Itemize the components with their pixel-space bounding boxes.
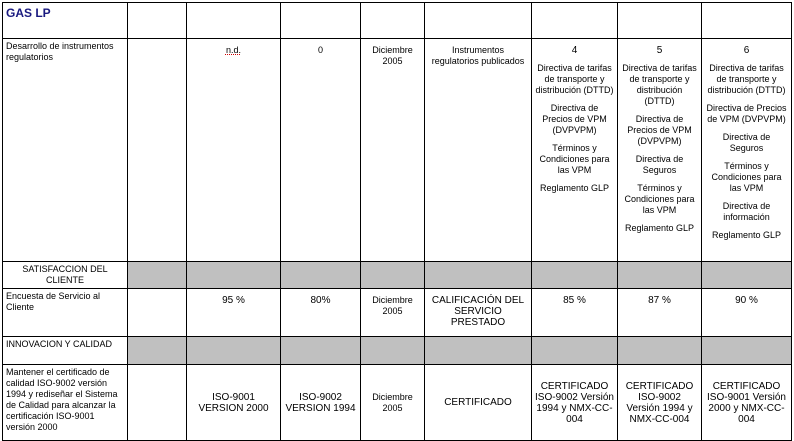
goal-cell-5 [618, 39, 702, 262]
goal-value: 85 % [532, 289, 618, 337]
header-row [3, 3, 792, 39]
header-empty-cell [281, 3, 361, 39]
section-fill [361, 337, 425, 365]
section-fill [128, 262, 187, 289]
section-fill [532, 262, 618, 289]
header-empty-cell [618, 3, 702, 39]
current-value: 0 [281, 39, 361, 262]
target-date: Diciembre 2005 [361, 365, 425, 441]
baseline-value [187, 39, 281, 262]
section-title: GAS LP [3, 3, 128, 39]
indicator-description: Instrumentos regulatorios publicados [425, 39, 532, 262]
goal-item: Directiva de tarifas de transporte y distribución (DTTD) [622, 63, 697, 106]
goal-item: Términos y Condiciones para las VPM [539, 143, 610, 175]
indicators-table [2, 2, 792, 441]
section-fill [281, 337, 361, 365]
table-row [3, 289, 792, 337]
goal-value: CERTIFICADO ISO-9002 Versión 1994 y NMX-CC-004 [532, 365, 618, 441]
goal-item: Reglamento GLP [624, 223, 695, 233]
section-label: SATISFACCION DEL CLIENTE [3, 262, 128, 289]
section-fill [702, 262, 792, 289]
header-empty-cell [702, 3, 792, 39]
section-fill [128, 337, 187, 365]
row-label: Desarrollo de instrumentos regulatorios [3, 39, 128, 262]
goal-item: Términos y Condiciones para las VPM [624, 183, 695, 215]
goal-value: 87 % [618, 289, 702, 337]
table-row [3, 365, 792, 441]
goal-number: 4 [571, 45, 578, 56]
header-empty-cell [187, 3, 281, 39]
header-empty-cell [128, 3, 187, 39]
section-fill [618, 262, 702, 289]
empty-cell [128, 39, 187, 262]
baseline-value: 95 % [187, 289, 281, 337]
goal-value: CERTIFICADO ISO-9002 Versión 1994 y NMX-CC-004 [618, 365, 702, 441]
section-fill [618, 337, 702, 365]
section-fill [425, 337, 532, 365]
target-date: Diciembre 2005 [361, 289, 425, 337]
goal-item: Directiva de Seguros [635, 154, 684, 175]
section-fill [532, 337, 618, 365]
current-value: 80% [281, 289, 361, 337]
goal-item: Directiva de Precios de VPM (DVPVPM) [627, 114, 692, 146]
section-fill [281, 262, 361, 289]
section-row [3, 262, 792, 289]
indicator-description: CALIFICACIÓN DEL SERVICIO PRESTADO [425, 289, 532, 337]
goal-number: 5 [656, 45, 663, 56]
goal-number: 6 [743, 45, 750, 56]
section-label: INNOVACION Y CALIDAD [3, 337, 128, 365]
goal-value: 90 % [702, 289, 792, 337]
target-date: Diciembre 2005 [361, 39, 425, 262]
row-label: Mantener el certificado de calidad ISO-9002 versión 1994 y rediseñar el Sistema de Calidad para alcanzar la certificación ISO-9001 versión 2000 [3, 365, 128, 441]
section-fill [361, 262, 425, 289]
empty-cell [128, 289, 187, 337]
goal-item: Directiva de Precios de VPM (DVPVPM) [706, 103, 787, 124]
row-label: Encuesta de Servicio al Cliente [3, 289, 128, 337]
goal-item: Directiva de Precios de VPM (DVPVPM) [542, 103, 607, 135]
header-empty-cell [361, 3, 425, 39]
table-row [3, 39, 792, 262]
goal-cell-4 [532, 39, 618, 262]
indicator-description: CERTIFICADO [425, 365, 532, 441]
goal-item: Directiva de Seguros [722, 132, 771, 153]
section-fill [425, 262, 532, 289]
goal-item: Reglamento GLP [711, 230, 782, 240]
goal-item: Directiva de tarifas de transporte y distribución (DTTD) [535, 63, 614, 95]
goal-value: CERTIFICADO ISO-9001 Versión 2000 y NMX-CC-004 [702, 365, 792, 441]
goal-item: Directiva de tarifas de transporte y distribución (DTTD) [707, 63, 786, 95]
not-available-value: n.d. [225, 45, 241, 55]
header-empty-cell [532, 3, 618, 39]
goal-item: Reglamento GLP [539, 183, 610, 193]
current-value: ISO-9002 VERSION 1994 [281, 365, 361, 441]
section-row [3, 337, 792, 365]
goal-item: Directiva de información [722, 201, 771, 222]
goal-cell-6 [702, 39, 792, 262]
section-fill [187, 262, 281, 289]
baseline-value: ISO-9001 VERSION 2000 [187, 365, 281, 441]
section-fill [187, 337, 281, 365]
section-fill [702, 337, 792, 365]
goal-item: Términos y Condiciones para las VPM [711, 161, 782, 193]
empty-cell [128, 365, 187, 441]
header-empty-cell [425, 3, 532, 39]
